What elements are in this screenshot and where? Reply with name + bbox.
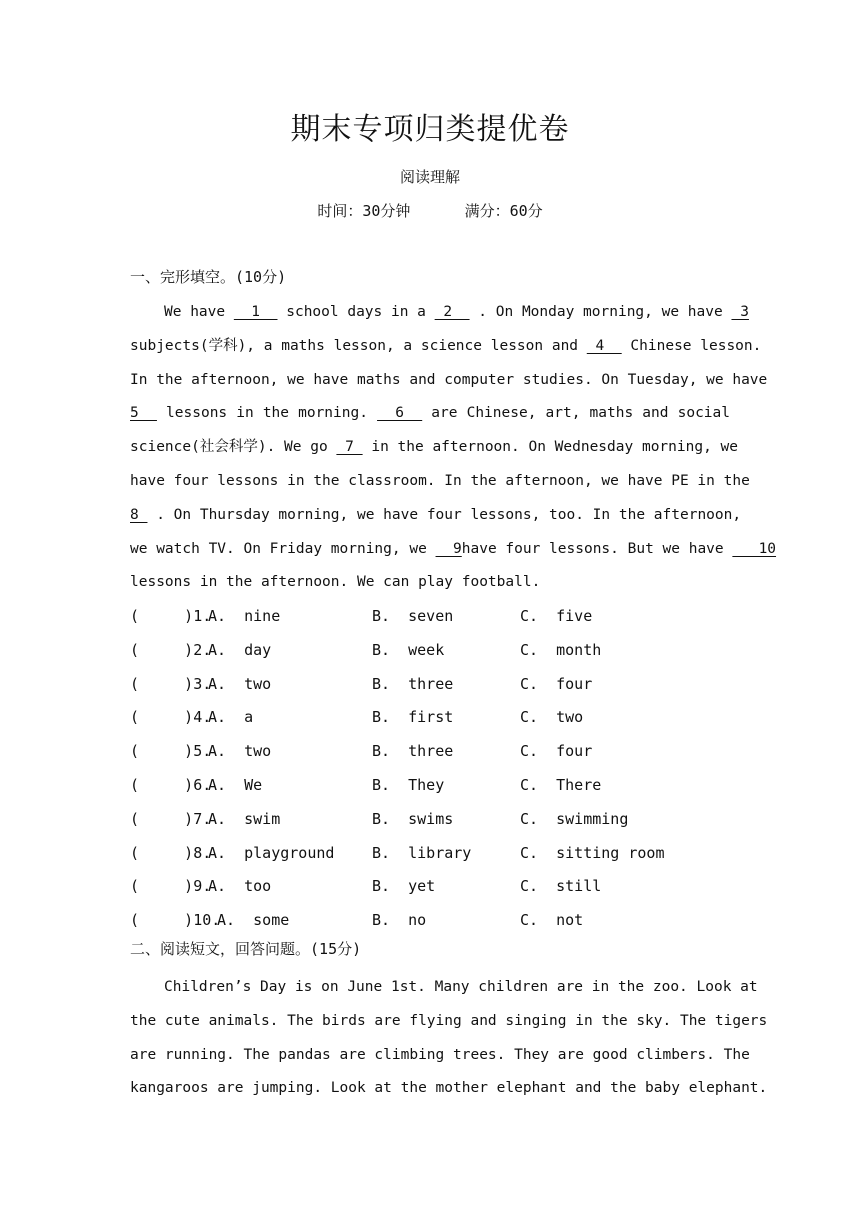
section2-heading: 二、阅读短文，回答问题。(15分) bbox=[130, 940, 362, 958]
time-limit: 时间：30分钟 bbox=[317, 202, 411, 220]
question-number: ( )5. bbox=[130, 742, 212, 761]
passage-line: 5 lessons in the morning. 6 are Chinese, art, maths and social bbox=[130, 405, 730, 422]
option-a: A. two bbox=[208, 674, 272, 693]
option-a: A. We bbox=[208, 775, 263, 794]
option-c: C. two bbox=[520, 708, 584, 727]
reading-passage bbox=[130, 971, 768, 1106]
option-b: B. three bbox=[372, 674, 454, 693]
passage-line: lessons in the afternoon. We can play football. bbox=[130, 574, 541, 591]
option-b: B. library bbox=[372, 843, 472, 862]
option-b: B. swims bbox=[372, 809, 454, 828]
passage-line: We have 1 school days in a 2 . On Monday morning, we have 3 bbox=[164, 304, 749, 320]
option-b: B. first bbox=[372, 708, 454, 727]
full-score: 满分：60分 bbox=[464, 202, 543, 220]
option-a: A. too bbox=[208, 877, 272, 896]
option-a: A. some bbox=[208, 911, 290, 930]
option-b: B. three bbox=[372, 742, 454, 761]
option-c: C. swimming bbox=[520, 809, 629, 828]
passage-line: In the afternoon, we have maths and computer studies. On Tuesday, we have bbox=[130, 371, 768, 388]
blank-4: 4 bbox=[586, 337, 622, 354]
question-number: ( )7. bbox=[130, 809, 212, 828]
option-a: A. playground bbox=[208, 843, 335, 862]
question-row bbox=[130, 769, 750, 803]
passage-line: are running. The pandas are climbing trees. They are good climbers. The bbox=[130, 1046, 750, 1063]
question-number: ( )6. bbox=[130, 775, 212, 794]
option-c: C. still bbox=[520, 877, 602, 896]
passage-line: subjects(学科), a maths lesson, a science lesson and 4 Chinese lesson. bbox=[130, 337, 762, 354]
question-row bbox=[130, 837, 750, 871]
option-c: C. not bbox=[520, 911, 584, 930]
option-a: A. nine bbox=[208, 607, 281, 625]
blank-6: 6 bbox=[377, 405, 423, 422]
option-a: A. day bbox=[208, 640, 272, 659]
question-number: ( )2. bbox=[130, 640, 212, 659]
option-c: C. There bbox=[520, 775, 602, 794]
option-c: C. sitting room bbox=[520, 843, 665, 862]
question-row bbox=[130, 634, 750, 668]
option-b: B. week bbox=[372, 640, 445, 659]
option-c: C. four bbox=[520, 674, 593, 693]
option-b: B. no bbox=[372, 911, 427, 930]
passage-line: Children’s Day is on June 1st. Many children are in the zoo. Look at bbox=[164, 979, 758, 995]
question-list bbox=[130, 600, 750, 938]
page-subtitle: 阅读理解 bbox=[399, 168, 460, 186]
option-b: B. yet bbox=[372, 877, 436, 896]
question-row bbox=[130, 701, 750, 735]
option-a: A. swim bbox=[208, 809, 281, 828]
blank-1: 1 bbox=[233, 304, 278, 320]
blank-7: 7 bbox=[336, 439, 363, 456]
blank-9: 9 bbox=[435, 540, 462, 557]
option-c: C. four bbox=[520, 742, 593, 761]
question-number: ( )3. bbox=[130, 674, 212, 693]
option-a: A. a bbox=[208, 708, 254, 727]
question-number: ( )9. bbox=[130, 877, 212, 896]
exam-meta bbox=[0, 200, 860, 221]
passage-line: kangaroos are jumping. Look at the mother elephant and the baby elephant. bbox=[130, 1080, 768, 1097]
blank-3: 3 bbox=[731, 304, 749, 320]
section1-heading: 一、完形填空。(10分) bbox=[130, 268, 287, 286]
question-row bbox=[130, 600, 750, 634]
passage-line: we watch TV. On Friday morning, we 9have four lessons. But we have 10 bbox=[130, 540, 777, 557]
option-a: A. two bbox=[208, 742, 272, 761]
blank-2: 2 bbox=[434, 304, 470, 320]
question-number: ( )1. bbox=[130, 607, 212, 625]
question-number: ( )10. bbox=[130, 911, 221, 930]
question-number: ( )4. bbox=[130, 708, 212, 727]
option-c: C. five bbox=[520, 607, 593, 625]
blank-5: 5 bbox=[130, 405, 157, 422]
option-c: C. month bbox=[520, 640, 602, 659]
passage-line: 8 . On Thursday morning, we have four lessons, too. In the afternoon, bbox=[130, 506, 742, 523]
question-row bbox=[130, 735, 750, 769]
question-row bbox=[130, 870, 750, 904]
blank-8: 8 bbox=[130, 506, 148, 523]
question-row bbox=[130, 803, 750, 837]
passage-line: have four lessons in the classroom. In the afternoon, we have PE in the bbox=[130, 472, 750, 489]
question-row bbox=[130, 668, 750, 702]
question-row bbox=[130, 904, 750, 938]
cloze-passage bbox=[130, 296, 777, 600]
passage-line: the cute animals. The birds are flying and singing in the sky. The tigers bbox=[130, 1012, 768, 1029]
option-b: B. seven bbox=[372, 607, 454, 625]
question-number: ( )8. bbox=[130, 843, 212, 862]
page-title: 期末专项归类提优卷 bbox=[290, 112, 570, 147]
passage-line: science(社会科学). We go 7 in the afternoon. On Wednesday morning, we bbox=[130, 439, 738, 456]
blank-10: 10 bbox=[732, 540, 777, 557]
option-b: B. They bbox=[372, 775, 445, 794]
